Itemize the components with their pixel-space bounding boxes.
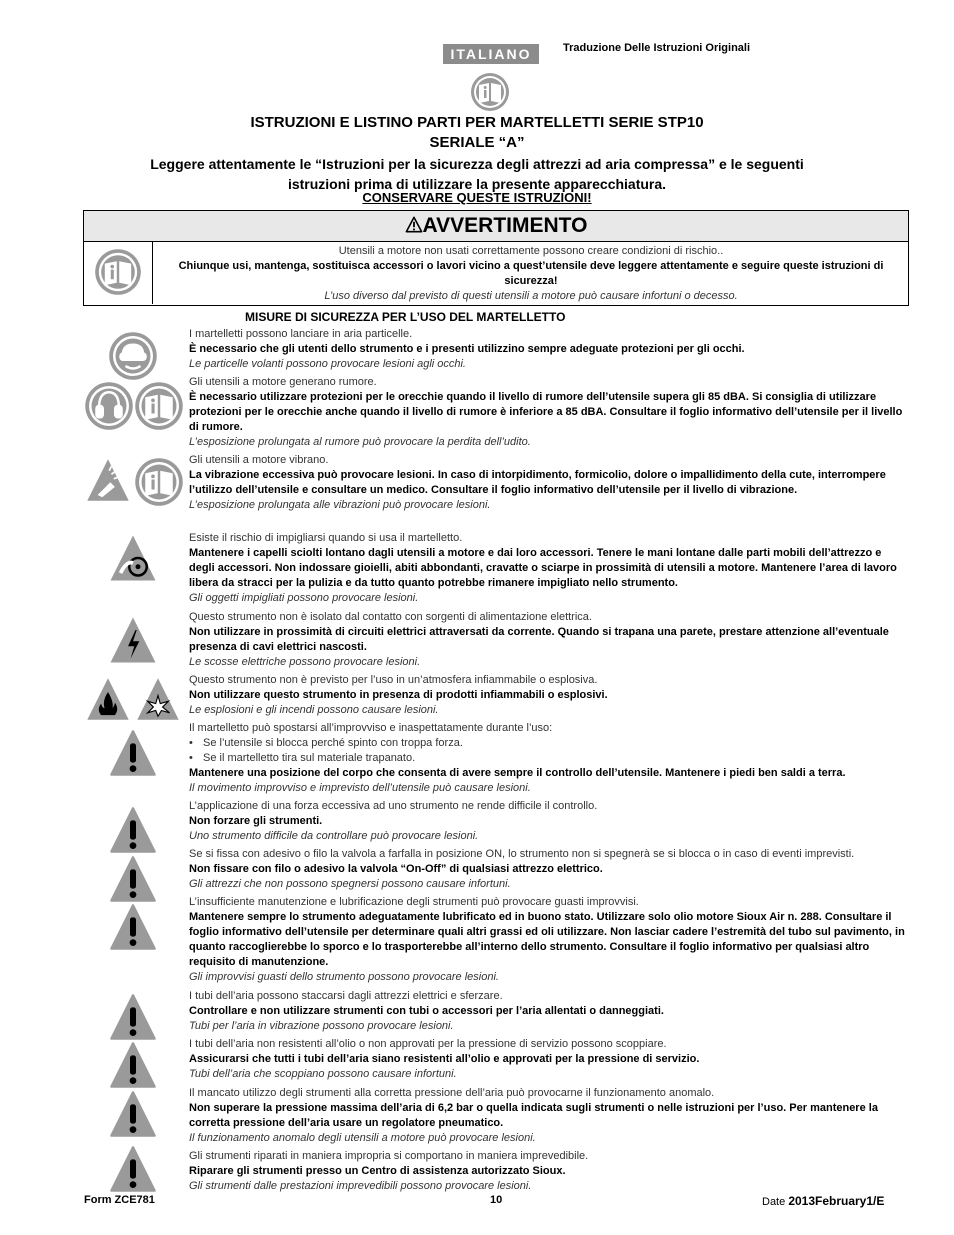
warning-line-bold: Chiunque usi, mantenga, sostituisca accessori o lavori vicino a quest’utensile deve leggere attentamente e seguire queste istruzioni di sicurezza! <box>178 260 884 287</box>
item-statement: Questo strumento non è previsto per l’uso in un’atmosfera infiammabile o esplosiva. <box>189 674 598 686</box>
fire-hazard-icon <box>84 676 132 722</box>
read-notice: Leggere attentamente le “Istruzioni per la sicurezza degli attrezzi ad aria compressa” e le seguenti istruzioni prima di utilizzare la presente apparecchiatura. <box>150 156 804 192</box>
item-consequence: Gli strumenti dalle prestazioni imprevedibili possono provocare lesioni. <box>189 1180 532 1192</box>
item-consequence: Gli oggetti impigliati possono provocare lesioni. <box>189 592 419 604</box>
item-statement: I tubi dell’aria possono staccarsi dagli attrezzi elettrici e sferzare. <box>189 990 503 1002</box>
read-manual-icon <box>134 457 184 507</box>
warning-box <box>83 210 909 306</box>
item-statement: I martelletti possono lanciare in aria particelle. <box>189 328 413 340</box>
warning-triangle-icon <box>405 216 423 233</box>
item-statement: Questo strumento non è isolato dal contatto con sorgenti di alimentazione elettrica. <box>189 611 592 623</box>
item-consequence: Tubi per l’aria in vibrazione possono provocare lesioni. <box>189 1020 454 1032</box>
item-statement: Se si fissa con adesivo o filo la valvola a farfalla in posizione ON, lo strumento non si spegnerà se si blocca o in caso di eventi imprevisti. <box>189 848 855 860</box>
item-instruction: Non utilizzare in prossimità di circuiti elettrici attraversati da corrente. Quando si trapana una parete, prestare attenzione all’eventuale presenza di cavi elettrici nascosti. <box>189 626 889 653</box>
caution-icon <box>108 993 158 1041</box>
vibration-hazard-icon <box>84 457 132 503</box>
item-consequence: Le esplosioni e gli incendi possono causare lesioni. <box>189 704 439 716</box>
safety-item-vibration <box>189 453 909 513</box>
safety-item-maintenance <box>189 895 909 985</box>
ear-protection-icon <box>84 381 134 431</box>
safety-item-repair <box>189 1149 909 1194</box>
document-subtitle: SERIALE “A” <box>429 134 525 151</box>
safety-item-force <box>189 799 909 844</box>
caution-icon <box>108 903 158 951</box>
caution-icon <box>108 855 158 903</box>
item-instruction: Non fissare con filo o adesivo la valvola “On-Off” di qualsiasi attrezzo elettrico. <box>189 863 603 875</box>
safety-item-noise <box>189 375 909 450</box>
item-statement: Il martelletto può spostarsi all’improvviso e inaspettatamente durante l’uso: <box>189 722 553 734</box>
item-consequence: Le scosse elettriche possono provocare lesioni. <box>189 656 421 668</box>
safety-item-throttle <box>189 847 909 892</box>
item-instruction: Mantenere una posizione del corpo che consenta di avere sempre il controllo dell’utensile. Mantenere i piedi ben saldi a terra. <box>189 767 846 779</box>
item-statement: Gli strumenti riparati in maniera impropria si comportano in maniera imprevedibile. <box>189 1150 589 1162</box>
item-instruction: Non superare la pressione massima dell’aria di 6,2 bar o quella indicata sugli strumenti o nelle istruzioni per l’uso. Per mantenere la corretta pressione dell’aria usare un regolatore pneumatico. <box>189 1102 878 1129</box>
electric-shock-icon <box>108 615 158 665</box>
item-instruction: Non utilizzare questo strumento in presenza di prodotti infiammabili o esplosivi. <box>189 689 608 701</box>
warning-heading-text: AVVERTIMENTO <box>422 214 588 237</box>
caution-icon <box>108 1041 158 1089</box>
document-date <box>762 1194 884 1208</box>
item-consequence: Il funzionamento anomalo degli utensili a motore può provocare lesioni. <box>189 1132 536 1144</box>
item-instruction: La vibrazione eccessiva può provocare lesioni. In caso di intorpidimento, formicolio, dolore o impallidimento della cute, interrompere l’utilizzo dell’utensile e consultare un medico. Consultare il foglio informativo dell’utensile per il livello di vibrazione. <box>189 469 886 496</box>
item-bullet: • Se l’utensile si blocca perché spinto con troppa forza. <box>189 736 909 751</box>
item-bullet: • Se il martelletto tira sul materiale trapanato. <box>189 751 909 766</box>
item-instruction: Mantenere sempre lo strumento adeguatamente lubrificato ed in buono stato. Utilizzare solo olio motore Sioux Air n. 288. Consultare il foglio informativo dell’utensile per determinare quali altri grassi ed oli utilizzare. Non lasciar cadere l’estremità del tubo sul pavimento, in quanto raccoglierebbe lo sporco e lo trasporterebbe all’interno dello strumento. Consultare il foglio informativo per qualsiasi altro requisito di manutenzione. <box>189 911 905 968</box>
safety-item-explosive <box>189 673 909 718</box>
item-consequence: L’esposizione prolungata al rumore può provocare la perdita dell’udito. <box>189 436 531 448</box>
item-consequence: Il movimento improvviso e imprevisto dell’utensile può causare lesioni. <box>189 782 531 794</box>
item-statement: Il mancato utilizzo degli strumenti alla corretta pressione dell’aria può provocarne il funzionamento anomalo. <box>189 1087 715 1099</box>
warning-heading <box>84 211 908 242</box>
item-statement: Gli utensili a motore vibrano. <box>189 454 329 466</box>
item-instruction: Non forzare gli strumenti. <box>189 815 323 827</box>
page-number: 10 <box>490 1194 503 1206</box>
read-manual-icon <box>94 248 142 296</box>
warning-line-italic: L’uso diverso dal previsto di questi utensili a motore può causare infortuni o decesso. <box>324 290 738 302</box>
item-consequence: Gli improvvisi guasti dello strumento possono provocare lesioni. <box>189 971 499 983</box>
document-title: ISTRUZIONI E LISTINO PARTI PER MARTELLETTI SERIE STP10 <box>250 114 704 131</box>
eye-protection-icon <box>108 331 158 381</box>
item-statement: I tubi dell’aria non resistenti all’olio o non approvati per la pressione di servizio possono scoppiare. <box>189 1038 667 1050</box>
warning-icon-cell <box>84 241 153 304</box>
item-statement: L’insufficiente manutenzione e lubrificazione degli strumenti può provocare guasti improvvisi. <box>189 896 639 908</box>
item-instruction: Riparare gli strumenti presso un Centro di assistenza autorizzato Sioux. <box>189 1165 566 1177</box>
item-instruction: Controllare e non utilizzare strumenti con tubi o accessori per l’aria allentati o danneggiati. <box>189 1005 664 1017</box>
caution-icon <box>108 1145 158 1193</box>
item-consequence: Le particelle volanti possono provocare lesioni agli occhi. <box>189 358 466 370</box>
item-statement: Esiste il rischio di impigliarsi quando si usa il martelletto. <box>189 532 463 544</box>
read-manual-icon <box>470 72 510 112</box>
safety-item-hose-whip <box>189 989 909 1034</box>
item-consequence: L’esposizione prolungata alle vibrazioni può provocare lesioni. <box>189 499 491 511</box>
date-label: Date <box>762 1196 786 1208</box>
item-consequence: Tubi dell’aria che scoppiano possono causare infortuni. <box>189 1068 457 1080</box>
item-instruction: Mantenere i capelli sciolti lontano dagli utensili a motore e dai loro accessori. Tenere le mani lontane dalle parti mobili dell’attrezzo e degli accessori. Non indossare gioielli, abiti abbondanti, cravatte o sciarpe in prossimità di utensili a motore. Mantenere l’area di lavoro libera da stracci per la pulizia e da tutto quanto potrebbe rimanere impigliato nello strumento. <box>189 547 897 589</box>
item-instruction: Assicurarsi che tutti i tubi dell’aria siano resistenti all’olio e approvati per la pressione di servizio. <box>189 1053 700 1065</box>
explosion-hazard-icon <box>134 676 182 722</box>
keep-notice: CONSERVARE QUESTE ISTRUZIONI! <box>362 190 592 205</box>
warning-line-normal: Utensili a motore non usati correttamente possono creare condizioni di rischio.. <box>338 245 724 257</box>
form-number: Form ZCE781 <box>84 1194 155 1206</box>
item-consequence: Gli attrezzi che non possono spegnersi possono causare infortuni. <box>189 878 511 890</box>
date-value: 2013February1/E <box>788 1194 885 1208</box>
caution-icon <box>108 729 158 777</box>
language-badge: ITALIANO <box>443 44 539 64</box>
caution-icon <box>108 1090 158 1138</box>
safety-item-entanglement <box>189 531 909 606</box>
read-manual-icon <box>134 381 184 431</box>
safety-item-eye-protection <box>189 327 909 372</box>
warning-text <box>154 244 908 304</box>
safety-item-hose-burst <box>189 1037 909 1082</box>
item-statement: Gli utensili a motore generano rumore. <box>189 376 377 388</box>
safety-item-electric <box>189 610 909 670</box>
safety-item-sudden-movement <box>189 721 909 796</box>
item-statement: L’applicazione di una forza eccessiva ad uno strumento ne rende difficile il controllo. <box>189 800 598 812</box>
entanglement-hazard-icon <box>108 533 158 583</box>
item-consequence: Uno strumento difficile da controllare può provocare lesioni. <box>189 830 479 842</box>
section-title: MISURE DI SICUREZZA PER L’USO DEL MARTELLETTO <box>245 310 566 324</box>
caution-icon <box>108 806 158 854</box>
translation-note: Traduzione Delle Istruzioni Originali <box>563 42 751 54</box>
safety-item-air-pressure <box>189 1086 909 1146</box>
item-instruction: È necessario che gli utenti dello strumento e i presenti utilizzino sempre adeguate protezioni per gli occhi. <box>189 343 745 355</box>
item-instruction: È necessario utilizzare protezioni per le orecchie quando il livello di rumore dell’utensile supera gli 85 dBA. Si consiglia di utilizzare protezioni per le orecchie anche quando il livello di rumore è inferiore a 85 dBA. Consultare il foglio informativo dell’utensile per il livello di rumore. <box>189 391 903 433</box>
